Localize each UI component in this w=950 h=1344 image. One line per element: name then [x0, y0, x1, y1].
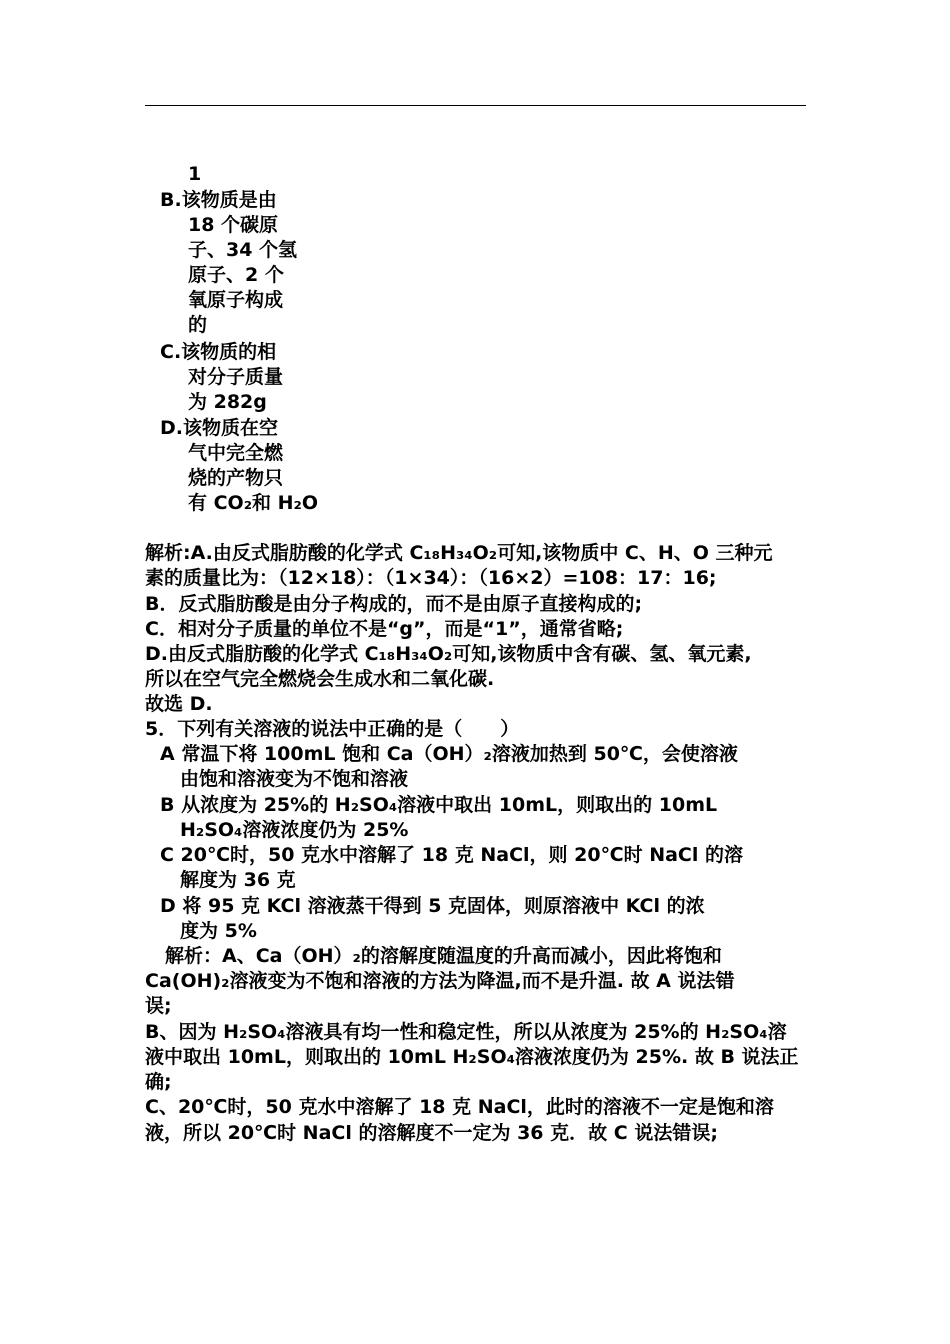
q5-analysis-line-2: Ca(OH)₂溶液变为不饱和溶液的方法为降温,而不是升温. 故 A 说法错: [145, 970, 735, 992]
option-d-line-3: 烧的产物只: [188, 467, 284, 489]
option-b-line-4: 原子、2 个: [188, 264, 284, 286]
q4-analysis-line-4: C．相对分子质量的单位不是“g”，而是“1”，通常省略;: [145, 618, 624, 640]
option-c-line-3: 为 282g: [188, 391, 267, 413]
q5-stem: 5．下列有关溶液的说法中正确的是（ ）: [145, 718, 520, 740]
option-d-line-1: D.该物质在空: [160, 417, 278, 439]
q5-analysis-line-6: 确;: [145, 1071, 172, 1093]
q5-option-b-line-1: B 从浓度为 25%的 H₂SO₄溶液中取出 10mL，则取出的 10mL: [160, 794, 718, 816]
option-d-line-2: 气中完全燃: [188, 442, 284, 464]
option-b-line-3: 子、34 个氢: [188, 239, 298, 261]
q5-option-a-line-2: 由饱和溶液变为不饱和溶液: [180, 768, 409, 790]
q5-option-c-line-2: 解度为 36 克: [180, 869, 296, 891]
option-d-line-4: 有 CO₂和 H₂O: [188, 492, 319, 514]
q5-option-d-line-2: 度为 5%: [180, 920, 257, 942]
q5-analysis-line-4: B、因为 H₂SO₄溶液具有均一性和稳定性，所以从浓度为 25%的 H₂SO₄溶: [145, 1021, 787, 1043]
q4-analysis-line-3: B．反式脂肪酸是由分子构成的，而不是由原子直接构成的;: [145, 593, 643, 615]
q5-option-d-line-1: D 将 95 克 KCl 溶液蒸干得到 5 克固体，则原溶液中 KCl 的浓: [160, 895, 705, 917]
q5-analysis-line-3: 误;: [145, 995, 172, 1017]
option-b-line-6: 的: [188, 314, 208, 336]
option-b-line-2: 18 个碳原: [188, 214, 279, 236]
q5-analysis-line-7: C、20℃时，50 克水中溶解了 18 克 NaCl，此时的溶液不一定是饱和溶: [145, 1096, 774, 1118]
option-a-tail: 1: [188, 163, 202, 185]
option-b-line-1: B.该物质是由: [160, 189, 277, 211]
q4-analysis-line-6: 所以在空气完全燃烧会生成水和二氧化碳.: [145, 668, 495, 690]
q4-analysis-line-2: 素的质量比为：（12×18）：（1×34）：（16×2）=108：17：16;: [145, 567, 717, 589]
q4-analysis-line-1: 解析:A.由反式脂肪酸的化学式 C₁₈H₃₄O₂可知,该物质中 C、H、O 三种元: [145, 542, 773, 564]
option-c-line-2: 对分子质量: [188, 366, 284, 388]
q5-option-c-line-1: C 20℃时，50 克水中溶解了 18 克 NaCl，则 20℃时 NaCl 的溶: [160, 844, 743, 866]
option-b-line-5: 氧原子构成: [188, 289, 284, 311]
q5-analysis-line-5: 液中取出 10mL，则取出的 10mL H₂SO₄溶液浓度仍为 25%. 故 B 说法正: [145, 1046, 799, 1068]
q5-option-a-line-1: A 常温下将 100mL 饱和 Ca（OH）₂溶液加热到 50℃，会使溶液: [160, 743, 738, 765]
q5-analysis-line-1: 解析：A、Ca（OH）₂的溶解度随温度的升高而减小，因此将饱和: [165, 945, 722, 967]
option-c-line-1: C.该物质的相: [160, 341, 277, 363]
q4-analysis-line-5: D.由反式脂肪酸的化学式 C₁₈H₃₄O₂可知,该物质中含有碳、氢、氧元素,: [145, 643, 752, 665]
header-rule: [145, 105, 806, 106]
q5-option-b-line-2: H₂SO₄溶液浓度仍为 25%: [180, 819, 409, 841]
q4-answer: 故选 D.: [145, 693, 213, 715]
q5-analysis-line-8: 液，所以 20℃时 NaCl 的溶解度不一定为 36 克．故 C 说法错误;: [145, 1122, 718, 1144]
